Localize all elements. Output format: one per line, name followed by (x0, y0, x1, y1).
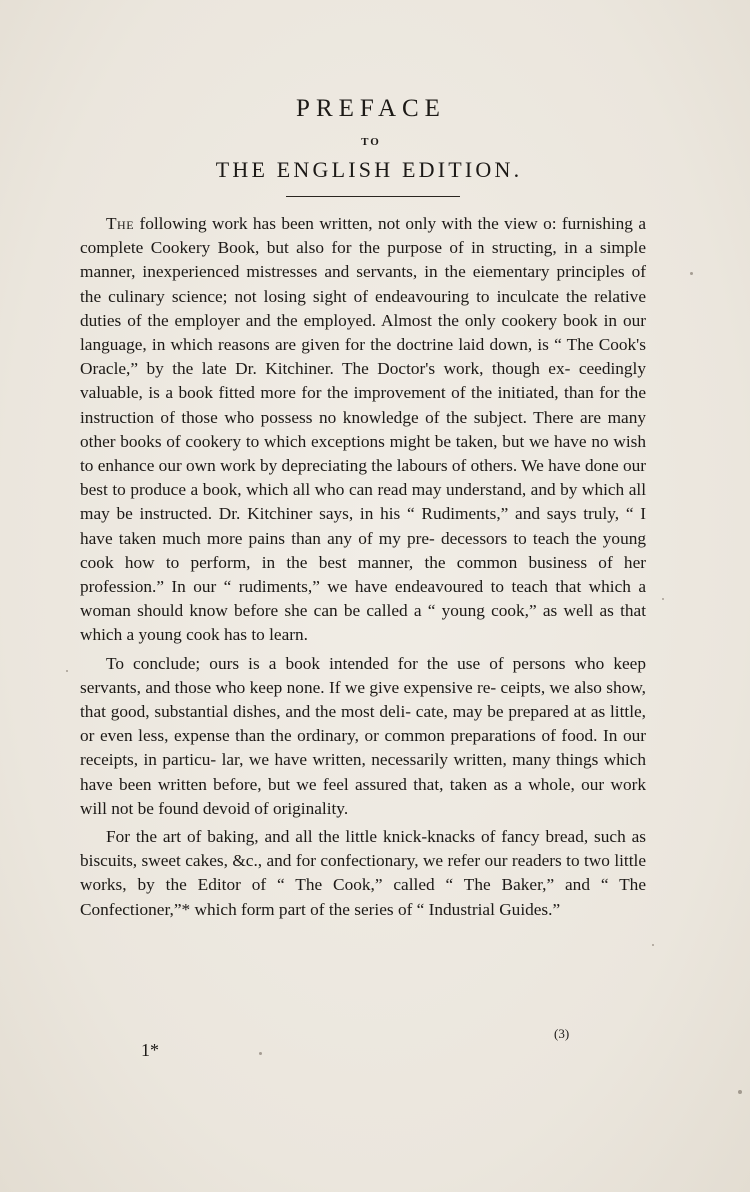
paper-speck (652, 944, 654, 946)
paper-speck (738, 1090, 742, 1094)
signature-mark: 1* (141, 1040, 159, 1060)
paragraph-1-text: following work has been written, not only with the view o: furnishing a complete Cookery Book, but also for the purpose of in structing, in a simple manner, inexperienced mistresses and servants, in the eiementary principles of the culinary science; not losing sight of endeavouring to inculcate the relative duties of the employer and the employed. Almost the only cookery book in our language, in which reasons are given for the doctrine laid down, is “ The Cook's Oracle,” by the late Dr. Kitchiner. The Doctor's work, though ex- ceedingly valuable, is a book fitted more for the improvement of the initiated, than for the instruction of those who possess no knowledge of the subject. There are many other books of cookery to which exceptions might be taken, but we have no wish to enhance our own work by depreciating the labours of others. We have done our best to produce a book, which all who can read may understand, and by which all may be instructed. Dr. Kitchiner says, in his “ Rudiments,” and says truly, “ I have taken much more pains than any of my pre- decessors to teach the young cook how to perform, in the best manner, the common business of her profession.” In our “ rudiments,” we have endeavoured to teach that which a woman should know before she can be called a “ young cook,” as well as that which a young cook has to learn. (80, 214, 646, 645)
paper-speck (690, 272, 693, 275)
paper-speck (662, 598, 664, 600)
paper-speck (259, 1052, 262, 1055)
page-title: PREFACE (296, 95, 446, 122)
paper-speck (66, 670, 68, 672)
preface-body (80, 212, 646, 922)
paragraph-1 (80, 212, 646, 648)
title-connector: TO (361, 136, 381, 148)
paragraph-3: For the art of baking, and all the little knick-knacks of fancy bread, such as biscuits, sweet cakes, &c., and for confectionary, we refer our readers to two little works, by the Editor of “ The Cook,” called “ The Baker,” and “ The Confectioner,”* which form part of the series of “ Industrial Guides.” (80, 827, 646, 919)
page-number: (3) (554, 1026, 570, 1041)
title-rule (286, 196, 460, 197)
page-subtitle: THE ENGLISH EDITION. (215, 157, 523, 182)
paragraph-2: To conclude; ours is a book intended for the use of persons who keep servants, and those who keep none. If we give expensive re- ceipts, we also show, that good, substantial dishes, and the most deli- cate, may be prepared at as little, or even less, expense than the ordinary, or common preparations of food. In our receipts, in particu- lar, we have written, necessarily written, many things which have been written before, but we feel assured that, taken as a whole, our work will not be found devoid of originality. (80, 653, 646, 818)
paragraph-1-lead: The (106, 214, 135, 233)
